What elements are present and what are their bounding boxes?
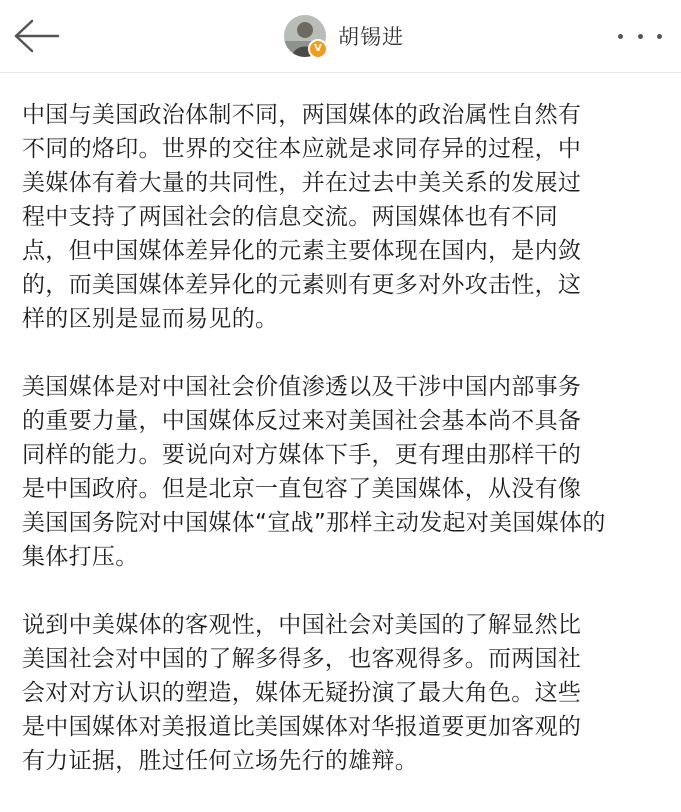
more-horizontal-icon xyxy=(638,34,643,39)
back-button[interactable] xyxy=(10,16,62,56)
author-info[interactable] xyxy=(284,14,404,58)
post-paragraph: 说到中美媒体的客观性，中国社会对美国的了解显然比 美国社会对中国的了解多得多，也客观得多。而两国社 会对对方认识的塑造，媒体无疑扮演了最大角色。这些 是中国媒体对美报道比美国媒体对华报道要更加客观的 有力证据，胜过任何立场先行的雄辩。 xyxy=(22,612,582,774)
post-body xyxy=(22,98,662,812)
verified-badge-icon: V xyxy=(308,39,328,59)
avatar[interactable] xyxy=(284,15,326,57)
more-horizontal-icon xyxy=(657,34,662,39)
more-options-button[interactable] xyxy=(612,24,668,48)
post-paragraph: 美国媒体是对中国社会价值渗透以及干涉中国内部事务 的重要力量，中国媒体反过来对美国社会基本尚不具备 同样的能力。要说向对方媒体下手，更有理由那样干的 是中国政府。但是北京一直包容了美国媒体，从没有像 美国国务院对中国媒体“宣战”那样主动发起对美国媒体的 集体打压。 xyxy=(22,374,606,570)
more-horizontal-icon xyxy=(618,34,623,39)
username[interactable]: 胡锡进 xyxy=(338,25,404,49)
top-navigation-bar xyxy=(0,0,681,73)
post-paragraph: 中国与美国政治体制不同，两国媒体的政治属性自然有 不同的烙印。世界的交往本应就是求同存异的过程，中 美媒体有着大量的共同性，并在过去中美关系的发展过 程中支持了两国社会的信息交流。两国媒体也有不同 点，但中国媒体差异化的元素主要体现在国内，是内敛 的，而美国媒体差异化的元素则有更多对外攻击性，这 样的区别是显而易见的。 xyxy=(22,102,582,332)
arrow-left-icon xyxy=(10,16,62,56)
